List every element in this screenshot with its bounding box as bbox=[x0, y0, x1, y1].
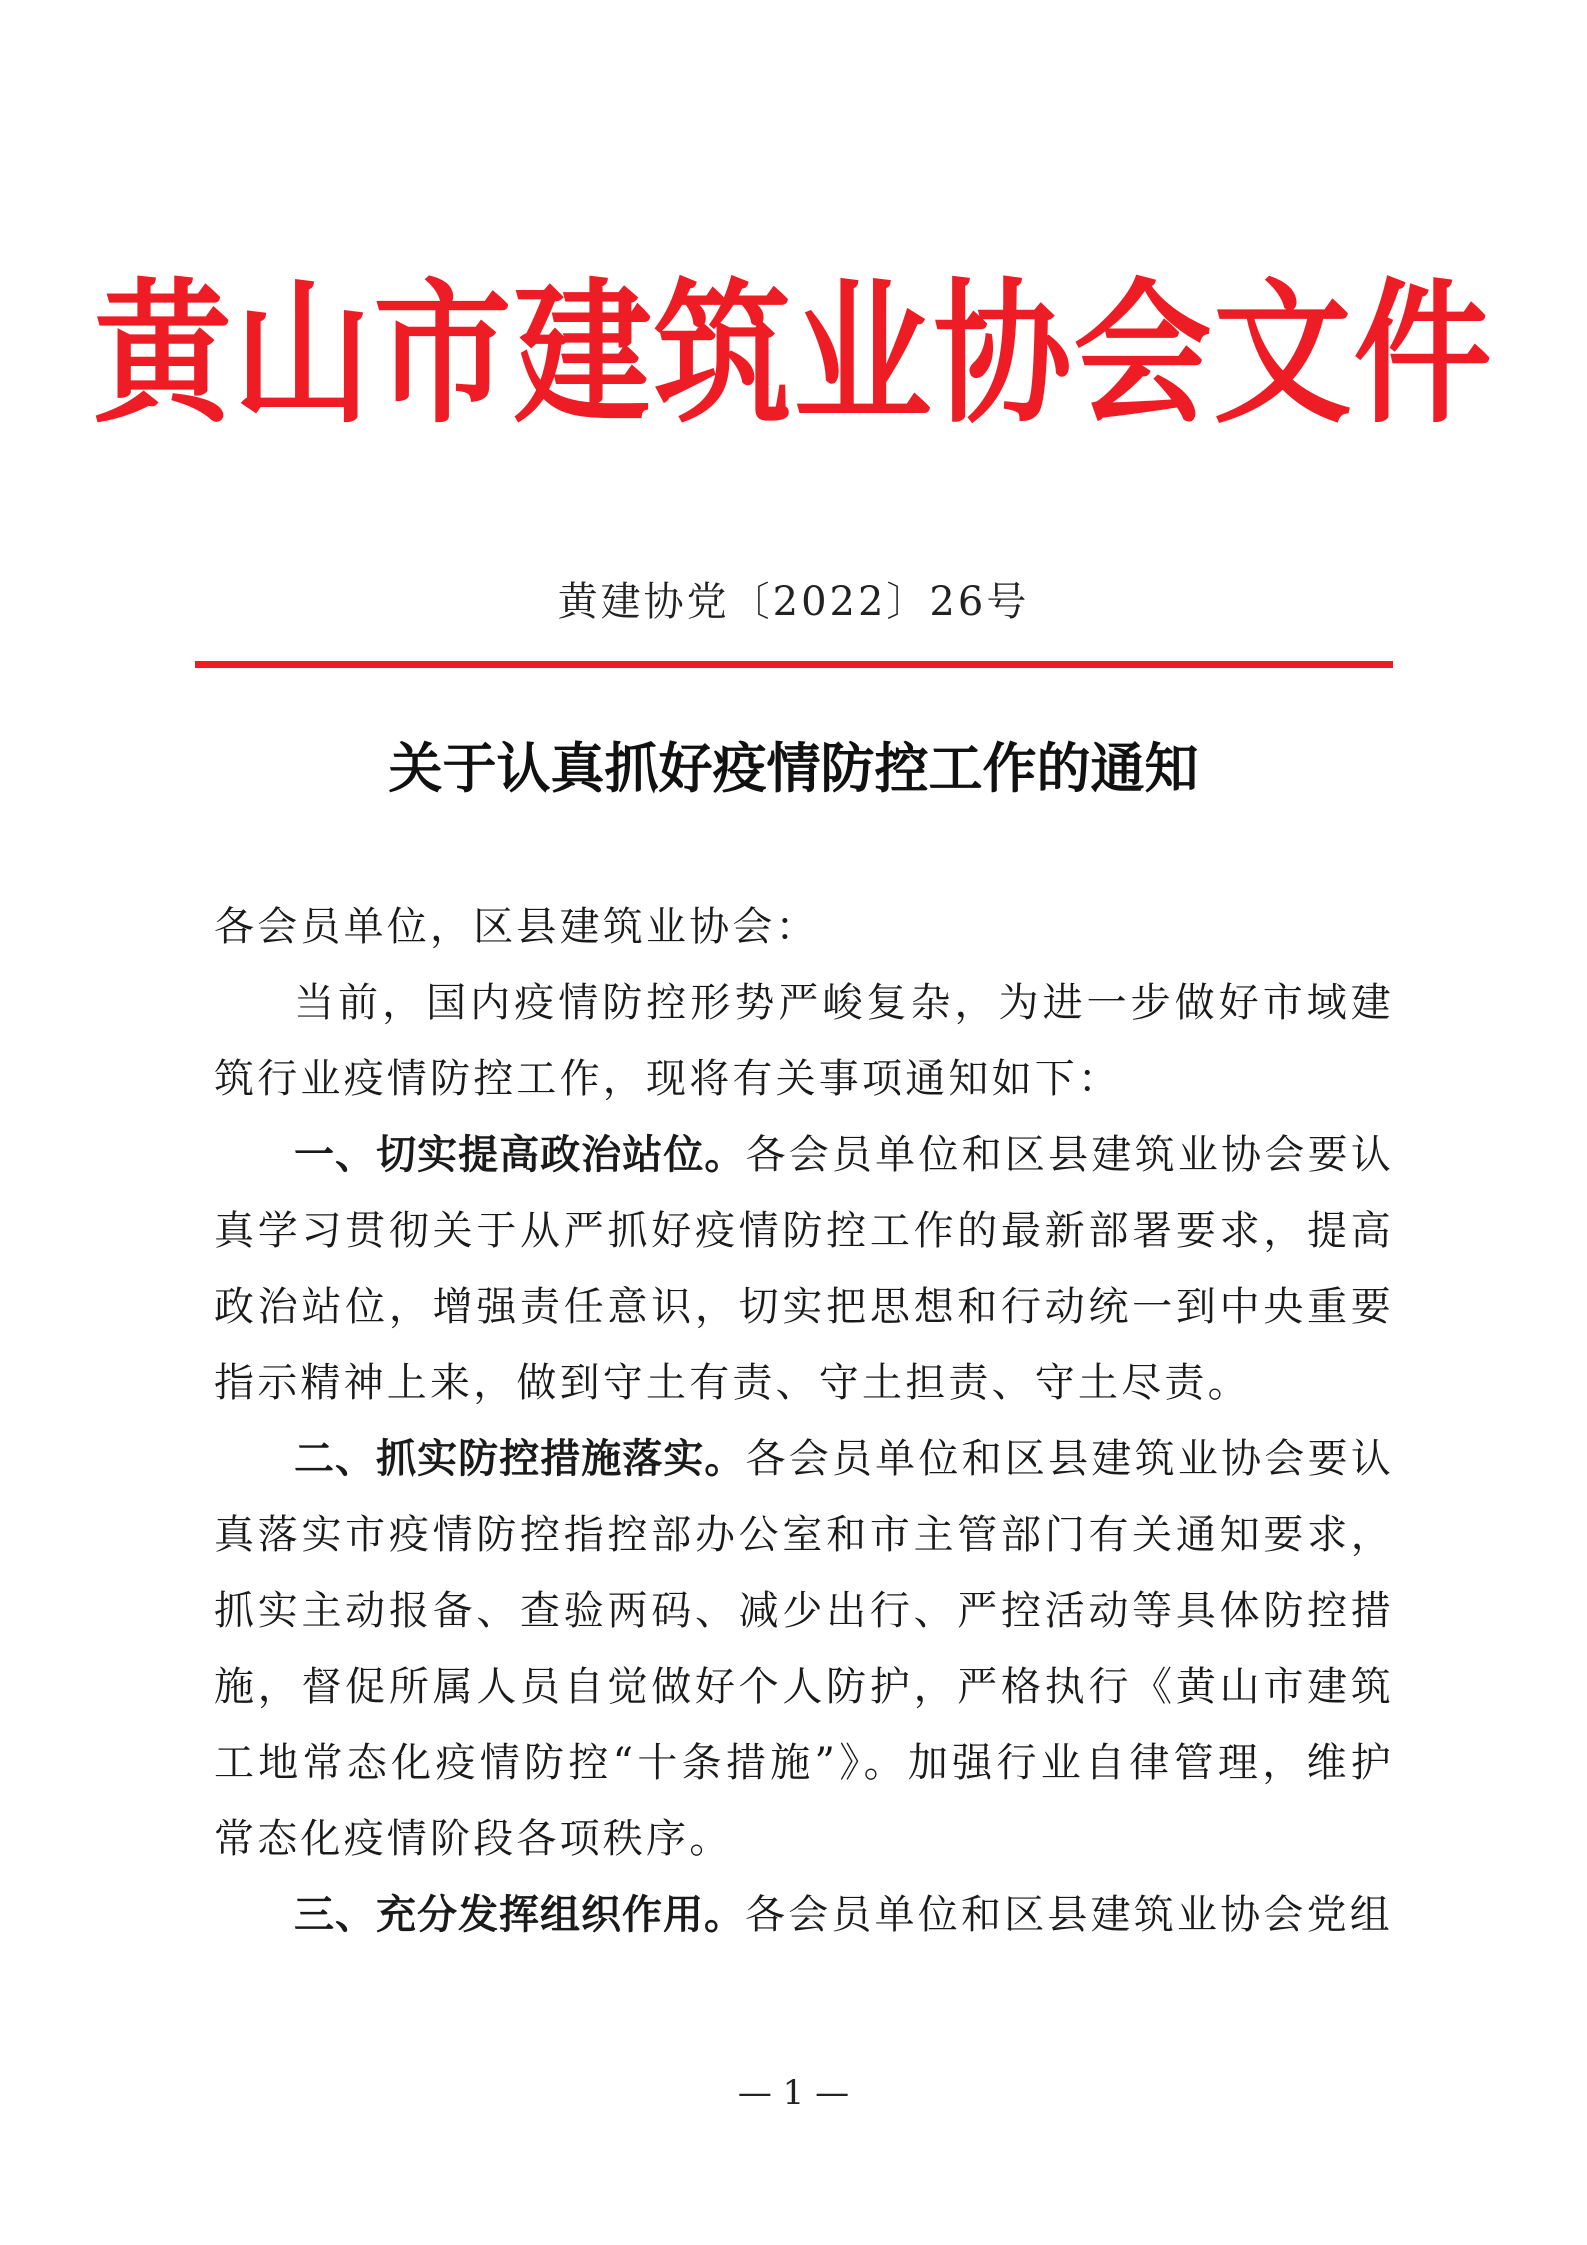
section-text-3: 各会员单位和区县建筑业协会党组 bbox=[745, 1892, 1393, 1938]
notice-body bbox=[214, 889, 1394, 1953]
intro-paragraph: 当前，国内疫情防控形势严峻复杂，为进一步做好市域建筑行业疫情防控工作，现将有关事项通知如下： bbox=[214, 980, 1394, 1102]
section-text-1: 各会员单位和区县建筑业协会要认真学习贯彻关于从严抓好疫情防控工作的最新部署要求，提高政治站位，增强责任意识，切实把思想和行动统一到中央重要指示精神上来，做到守土有责、守土担责、守土尽责。 bbox=[214, 1132, 1395, 1406]
section-heading-1: 一、切实提高政治站位。 bbox=[294, 1132, 746, 1178]
section-heading-3: 三、充分发挥组织作用。 bbox=[294, 1892, 745, 1938]
section-paragraph-2 bbox=[214, 1421, 1394, 1877]
page-number: — 1 — bbox=[737, 2073, 850, 2113]
issuing-org-header: 黄山市建筑业协会文件 bbox=[93, 264, 1494, 445]
red-divider-line bbox=[195, 661, 1393, 668]
section-text-2: 各会员单位和区县建筑业协会要认真落实市疫情防控指控部办公室和市主管部门有关通知要求，抓实主动报备、查验两码、减少出行、严控活动等具体防控措施，督促所属人员自觉做好个人防护，严格执行《黄山市建筑工地常态化疫情防控“十条措施”》。加强行业自律管理，维护常态化疫情阶段各项秩序。 bbox=[214, 1436, 1395, 1862]
section-paragraph-3 bbox=[214, 1877, 1394, 1953]
document-number: 黄建协党〔2022〕26号 bbox=[557, 579, 1030, 625]
salutation: 各会员单位，区县建筑业协会： bbox=[214, 904, 819, 950]
section-heading-2: 二、抓实防控措施落实。 bbox=[294, 1436, 746, 1482]
section-paragraph-1 bbox=[214, 1117, 1394, 1421]
notice-title: 关于认真抓好疫情防控工作的通知 bbox=[388, 736, 1199, 800]
